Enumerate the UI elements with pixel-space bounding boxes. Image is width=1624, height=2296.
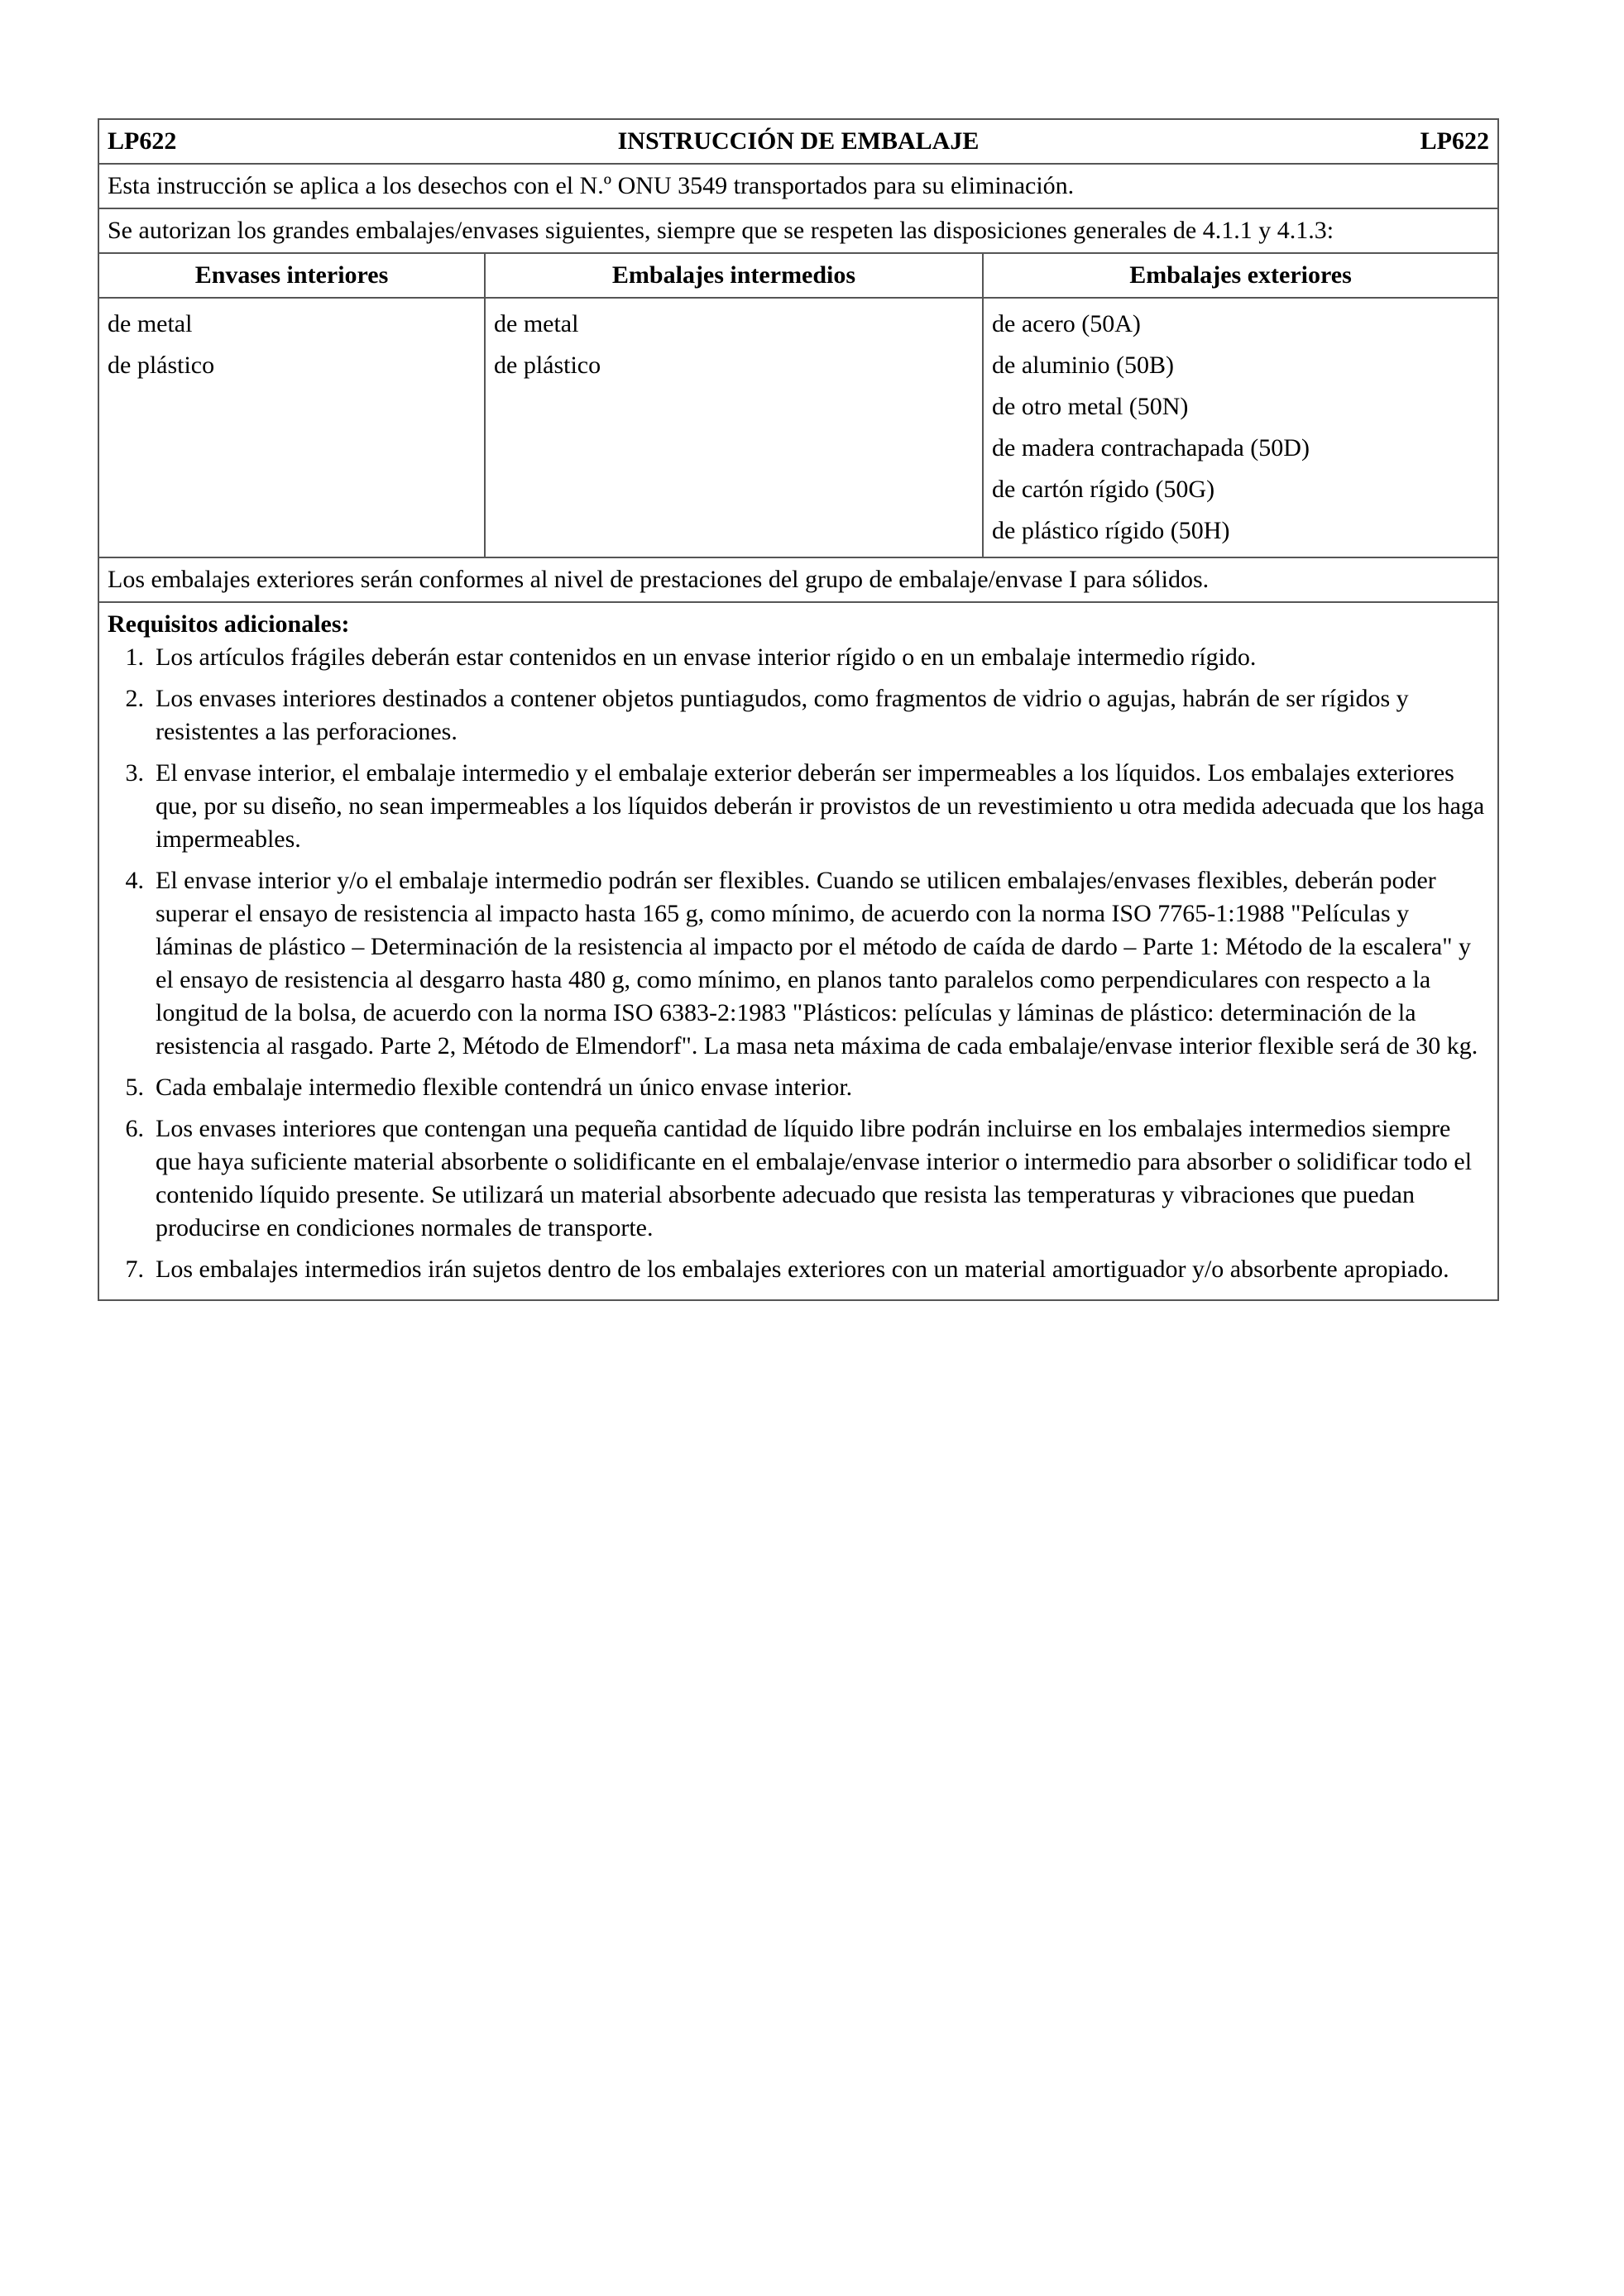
packing-instruction-table	[98, 118, 1499, 1301]
item-text: Cada embalaje intermedio flexible contendrá un único envase interior.	[156, 1074, 853, 1101]
item-number: 5.	[125, 1074, 144, 1101]
item-number: 1.	[125, 643, 144, 671]
item-text: Los envases interiores destinados a contener objetos puntiagudos, como fragmentos de vidrio o agujas, habrán de ser rígidos y resistentes a las perforaciones.	[156, 685, 1409, 745]
list-item: de acero (50A)	[992, 310, 1141, 337]
requirements-list	[108, 641, 1489, 1286]
requirement-item	[108, 1253, 1489, 1286]
list-item: de plástico rígido (50H)	[992, 517, 1230, 544]
item-text: Los embalajes intermedios irán sujetos dentro de los embalajes exteriores con un material amortiguador y/o absorbente apropiado.	[156, 1256, 1449, 1283]
requirement-item	[108, 1112, 1489, 1245]
requirement-item	[108, 682, 1489, 749]
column-header-row	[99, 254, 1497, 299]
packaging-row	[99, 299, 1497, 558]
item-number: 7.	[125, 1256, 144, 1283]
item-text: El envase interior y/o el embalaje intermedio podrán ser flexibles. Cuando se utilicen embalajes/envases flexibles, deberán poder superar el ensayo de resistencia al impacto hasta 165 g, como mínimo, de acuerdo con la norma ISO 7765-1:1988 "Películas y láminas de plástico – Determinación de la resistencia al impacto por el método de caída de dardo – Parte 1: Método de la escalera" y el ensayo de resistencia al desgarro hasta 480 g, como mínimo, en planos tanto paralelos como perpendiculares con respecto a la longitud de la bolsa, de acuerdo con la norma ISO 6383-2:1983 "Plásticos: películas y láminas de plástico: determinación de la resistencia al rasgado. Parte 2, Método de Elmendorf". La masa neta máxima de cada embalaje/envase interior flexible será de 30 kg.	[156, 867, 1478, 1060]
item-text: Los envases interiores que contengan una pequeña cantidad de líquido libre podrán incluirse en los embalajes intermedios siempre que haya suficiente material absorbente o solidificante en el embalaje/envase interior o intermedio para absorber o solidificar todo el contenido líquido presente. Se utilizará un material absorbente adecuado que resista las temperaturas y vibraciones que puedan producirse en condiciones normales de transporte.	[156, 1115, 1473, 1241]
item-text: El envase interior, el embalaje intermedio y el embalaje exterior deberán ser impermeables a los líquidos. Los embalajes exteriores que, por su diseño, no sean impermeables a los líquidos deberán ir provistos de un revestimiento u otra medida adecuada que los haga impermeables.	[156, 759, 1485, 853]
list-item: de cartón rígido (50G)	[992, 476, 1215, 503]
requirement-item	[108, 641, 1489, 674]
item-number: 4.	[125, 867, 144, 894]
item-text: Los artículos frágiles deberán estar contenidos en un envase interior rígido o en un embalaje intermedio rígido.	[156, 643, 1257, 671]
header-row	[99, 120, 1497, 165]
requirements-section	[99, 603, 1497, 1299]
column-header-outer: Embalajes exteriores	[1129, 261, 1352, 289]
column-header-intermediate: Embalajes intermedios	[486, 254, 984, 297]
code-left: LP622	[108, 127, 177, 155]
requirement-item	[108, 1071, 1489, 1104]
list-item: de aluminio (50B)	[992, 352, 1174, 379]
list-item: de metal	[494, 310, 579, 337]
list-item: de plástico	[494, 352, 601, 379]
item-number: 2.	[125, 685, 144, 712]
list-item: de metal	[108, 310, 193, 337]
column-header-inner: Envases interiores	[99, 254, 486, 297]
requirements-title: Requisitos adicionales:	[108, 610, 350, 638]
performance-row: Los embalajes exteriores serán conformes al nivel de prestaciones del grupo de embalaje/envase I para sólidos.	[99, 558, 1497, 603]
inner-list	[99, 299, 486, 557]
instruction-title: INSTRUCCIÓN DE EMBALAJE	[617, 127, 980, 155]
list-item: de otro metal (50N)	[992, 393, 1189, 420]
requirement-item	[108, 864, 1489, 1063]
requirement-item	[108, 757, 1489, 856]
code-right: LP622	[1420, 127, 1489, 155]
authorized-row: Se autorizan los grandes embalajes/envases siguientes, siempre que se respeten las disposiciones generales de 4.1.1 y 4.1.3:	[99, 209, 1497, 254]
applies-row: Esta instrucción se aplica a los desechos con el N.º ONU 3549 transportados para su eliminación.	[99, 165, 1497, 209]
outer-list	[984, 299, 1497, 557]
item-number: 3.	[125, 759, 144, 787]
list-item: de madera contrachapada (50D)	[992, 434, 1310, 462]
intermediate-list	[486, 299, 984, 557]
item-number: 6.	[125, 1115, 144, 1142]
list-item: de plástico	[108, 352, 215, 379]
